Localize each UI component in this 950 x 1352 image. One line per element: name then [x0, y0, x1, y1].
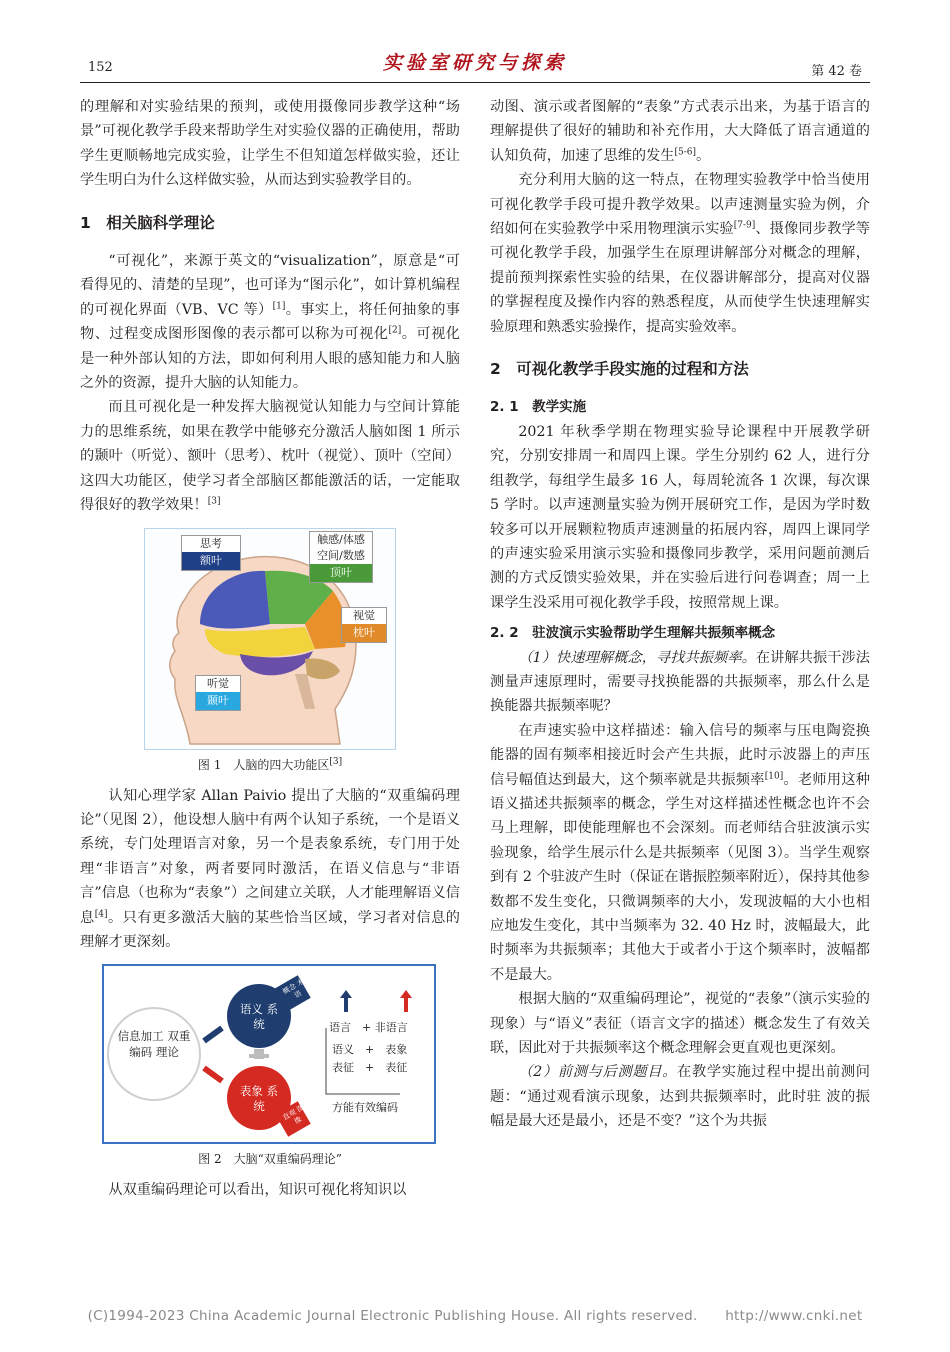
volume-label: 第 42 卷 [811, 64, 862, 79]
paragraph: （1）快速理解概念，寻找共振频率。在讲解共振干涉法测量声速原理时，需要寻找换能器的共振频率，那么什么是换能器共振频率呢？ [490, 649, 870, 715]
paragraph: 根据大脑的“双重编码理论”，视觉的“表象”（演示实验的现象）与“语义”表征（语言文字的描述）概念发生了有效关联，因此对于共振频率这个概念理解会更直观也更深刻。 [490, 991, 870, 1057]
dual-coding-diagram [102, 964, 436, 1144]
subsection-heading-2-1: 2. 1 教学实施 [490, 399, 587, 416]
figure-1-caption: 图 1 人脑的四大功能区[3] [197, 756, 343, 772]
page-number: 152 [88, 60, 113, 75]
paragraph: 充分利用大脑的这一特点，在物理实验教学中恰当使用可视化教学手段可提升教学效果。以声速测量实验为例，介绍如何在实验教学中采用物理演示实验[7-9]、摄像同步教学等可视化教学手段，加强学生在原理讲解部分对概念的理解，提前预判探索性实验的结果，在仪器讲解部分，提高对仪器的掌握程度及操作内容的熟悉程度，从而使学生快速理解实验原理和熟悉实验操作，提高实验效率。 [490, 172, 870, 335]
page-header [80, 48, 870, 83]
row-effective-coding: 方能有效编码 [332, 1101, 398, 1115]
paragraph: 而且可视化是一种发挥大脑视觉认知能力与空间计算能力的思维系统，如果在教学中能够充分激活人脑如图 1 所示的颞叶（听觉）、额叶（思考）、枕叶（视觉）、顶叶（空间）这四大功能区，使学习者全部脑区都能激活的话，一定能取得很好的教学效果！[3] [80, 399, 460, 514]
citation[interactable]: [2] [388, 325, 402, 336]
tag-image: 直观 图像 [281, 1103, 306, 1127]
figure-2 [80, 964, 460, 1168]
tag-concept: 概念 术语 [281, 977, 306, 1001]
label-vision: 视觉 枕叶 [341, 607, 387, 643]
semantic-system-label: 语义 系统 [239, 1002, 279, 1032]
paragraph: 的理解和对实验结果的预判，或使用摄像同步教学这种“场景”可视化教学手段来帮助学生对实验仪器的正确使用，帮助学生更顺畅地完成实验，让学生不但知道怎样做实验，还让学生明白为什么这样做实验，从而达到实验教学目的。 [80, 99, 460, 189]
left-column [80, 95, 460, 1203]
label-hearing: 听觉 颞叶 [195, 675, 241, 711]
citation[interactable]: [1] [272, 301, 286, 312]
figure-1 [80, 528, 460, 774]
label-think: 思考 额叶 [181, 535, 241, 571]
label-touch-space: 触感/体感 空间/数感 顶叶 [309, 531, 373, 583]
row-representation: 表征 + 表征 [332, 1061, 408, 1075]
paragraph: 动图、演示或者图解的“表象”方式表示出来，为基于语言的理解提供了很好的辅助和补充作用，大大降低了语言通道的认知负荷，加速了思维的发生[5-6]。 [490, 99, 870, 164]
brain-illustration [144, 528, 396, 750]
figure-2-caption: 图 2 大脑“双重编码理论” [198, 1152, 342, 1167]
citation[interactable]: [3] [207, 496, 221, 507]
row-language: 语言 + 非语言 [329, 1021, 408, 1035]
citation[interactable]: [7-9] [733, 220, 756, 231]
citation[interactable]: [4] [94, 908, 108, 919]
center-theory-label: 信息加工 双重编码 理论 [117, 1029, 191, 1060]
right-column [490, 95, 870, 1134]
copyright-footer: (C)1994-2023 China Academic Journal Electronic Publishing House. All rights reserved. http://www.cnki.net [87, 1308, 863, 1324]
paragraph: 从双重编码理论可以看出，知识可视化将知识以 [108, 1182, 407, 1199]
row-semantic-imagery: 语义 + 表象 [332, 1043, 408, 1057]
subsection-heading-2-2: 2. 2 驻波演示实验帮助学生理解共振频率概念 [490, 625, 776, 642]
citation[interactable]: [5-6] [674, 147, 696, 158]
section-heading-2: 2 可视化教学手段实施的过程和方法 [490, 360, 749, 379]
paragraph: 认知心理学家 Allan Paivio 提出了大脑的“双重编码理论”（见图 2），他设想人脑中有两个认知子系统，一个是语义系统，专门处理语言对象，另一个是表象系统，专门用于处理“非语言”对象，两者要同时激活，在语义信息与“非语言”信息（也称为“表象”）之间建立关联，人才能理解语义信息[4]。只有更多激活大脑的某些恰当区域，学习者对信息的理解才更深刻。 [80, 787, 460, 950]
citation[interactable]: [10] [764, 770, 784, 781]
journal-title: 实验室研究与探索 [382, 52, 567, 74]
section-heading-1: 1 相关脑科学理论 [80, 213, 215, 232]
paragraph: （2）前测与后测题目。在教学实施过程中提出前测问题：“通过观看演示现象，达到共振频率时，此时驻 波的振幅是最大还是最小，还是不变？”这个为共振 [490, 1064, 870, 1130]
paragraph: 在声速实验中这样描述：输入信号的频率与压电陶瓷换能器的固有频率相接近时会产生共振，此时示波器上的声压信号幅值达到最大，这个频率就是共振频率[10]。老师用这种语义描述共振频率的概念，学生对这样描述性概念也许不会马上理解，即使能理解也不会深刻。而老师结合驻波演示实验现象，给学生展示什么是共振频率（见图 3）。当学生观察到有 2 个驻波产生时（保证在谐振腔频率附近），保持其他参数都不发生变化，只微调频率的大小，发现波幅的大小也相应地发生变化，其中当频率为 32. 40 Hz 时，波幅最大，此时频率为共振频率；其他大于或者小于这个频率时，波幅都不是最大。 [490, 722, 870, 983]
paragraph: “可视化”，来源于英文的“visualization”，原意是“可看得见的、清楚的呈现”，也可译为“图示化”，如计算机编程的可视化界面（VB、VC 等）[1]。事实上，将任何抽象的事物、过程变成图形图像的表示都可以称为可视化[2]。可视化是一种外部认知的方法，即如何利用人眼的感知能力和人脑之外的资源，提升大脑的认知能力。 [80, 253, 460, 392]
imagery-system-label: 表象 系统 [239, 1084, 279, 1114]
paragraph: 2021 年秋季学期在物理实验导论课程中开展教学研究，分别安排周一和周四上课。学生分别约 62 人，进行分组教学，每组学生最多 16 人，每周轮流各 1 次课，每次课 5 学时。以声速测量实验为例开展研究工作，是因为学时数较多可以开展颗粒物质声速测量的拓展内容，周四上课同学的声速实验采用演示实验和摄像同步教学，采用问题前测后测的方式反馈实验效果，并在实验后进行问卷调查；周一上课学生没采用可视化教学手段，按照常规上课。 [490, 423, 870, 611]
